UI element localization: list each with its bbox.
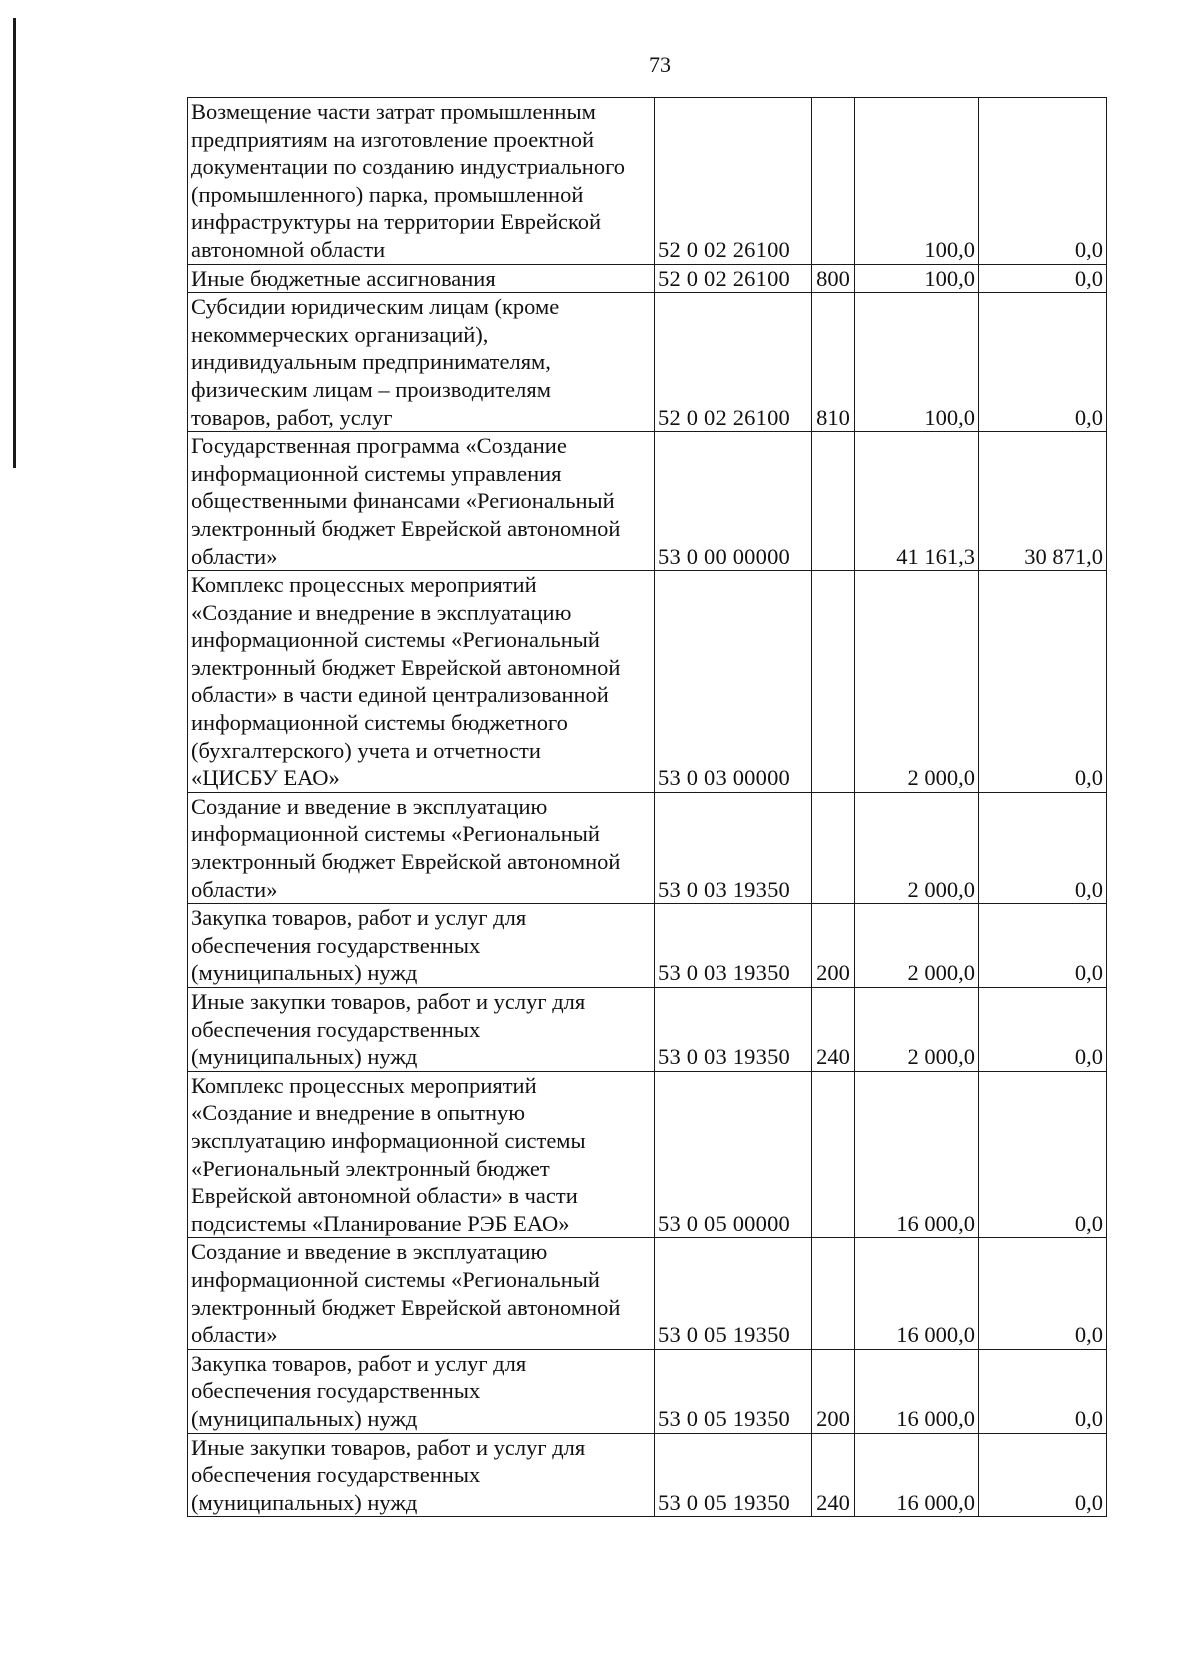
row-name-line: информационной системы «Региональный bbox=[191, 1266, 600, 1292]
expense-type-cell bbox=[812, 98, 855, 265]
row-name-line: индивидуальным предпринимателям, bbox=[191, 349, 551, 375]
scan-edge-line bbox=[13, 18, 16, 468]
row-name-line: автономной области bbox=[191, 236, 386, 262]
table-row bbox=[188, 988, 1107, 1072]
row-name-line: информационной системы «Региональный bbox=[191, 821, 600, 847]
amount-year2-cell: 0,0 bbox=[979, 264, 1107, 293]
row-name-line: (муниципальных) нужд bbox=[191, 1044, 418, 1070]
amount-year1-cell: 2 000,0 bbox=[855, 792, 979, 903]
table-row bbox=[188, 1238, 1107, 1349]
row-name-line: Создание и введение в эксплуатацию bbox=[191, 1239, 548, 1265]
row-name-cell bbox=[188, 432, 655, 571]
target-article-code-cell: 53 0 03 19350 bbox=[655, 792, 812, 903]
row-name-cell bbox=[188, 293, 655, 432]
row-name-line: «Региональный электронный бюджет bbox=[191, 1155, 550, 1181]
row-name-line: информационной системы управления bbox=[191, 460, 562, 486]
amount-year2-cell: 0,0 bbox=[979, 792, 1107, 903]
row-name-line: Возмещение части затрат промышленным bbox=[191, 99, 596, 124]
expense-type-cell: 240 bbox=[812, 1433, 855, 1517]
row-name-line: «Создание и внедрение в эксплуатацию bbox=[191, 599, 572, 625]
row-name-cell bbox=[188, 1349, 655, 1433]
row-name-line: информационной системы бюджетного bbox=[191, 710, 568, 736]
row-name-line: (промышленного) парка, промышленной bbox=[191, 181, 584, 207]
row-name-line: Закупка товаров, работ и услуг для bbox=[191, 905, 527, 931]
row-name-cell bbox=[188, 264, 655, 293]
amount-year2-cell: 0,0 bbox=[979, 988, 1107, 1072]
expense-type-cell bbox=[812, 432, 855, 571]
row-name-line: области» bbox=[191, 543, 278, 569]
row-name-line: «Создание и внедрение в опытную bbox=[191, 1100, 526, 1126]
row-name-line: Комплекс процессных мероприятий bbox=[191, 1072, 537, 1098]
row-name-line: документации по созданию индустриального bbox=[191, 154, 626, 180]
target-article-code-cell: 52 0 02 26100 bbox=[655, 98, 812, 265]
amount-year1-cell: 16 000,0 bbox=[855, 1071, 979, 1238]
table-row bbox=[188, 904, 1107, 988]
row-name-cell bbox=[188, 792, 655, 903]
row-name-line: Закупка товаров, работ и услуг для bbox=[191, 1350, 527, 1376]
row-name-line: электронный бюджет Еврейской автономной bbox=[191, 654, 621, 680]
row-name-cell bbox=[188, 98, 655, 265]
amount-year1-cell: 16 000,0 bbox=[855, 1433, 979, 1517]
row-name-cell bbox=[188, 571, 655, 793]
amount-year2-cell: 0,0 bbox=[979, 98, 1107, 265]
table-row bbox=[188, 571, 1107, 793]
amount-year2-cell: 0,0 bbox=[979, 904, 1107, 988]
expense-type-cell: 810 bbox=[812, 293, 855, 432]
table-row bbox=[188, 792, 1107, 903]
amount-year2-cell: 30 871,0 bbox=[979, 432, 1107, 571]
page-number: 73 bbox=[649, 52, 671, 77]
row-name-line: Иные бюджетные ассигнования bbox=[191, 265, 496, 291]
row-name-line: Государственная программа «Создание bbox=[191, 433, 567, 459]
expense-type-cell bbox=[812, 1071, 855, 1238]
amount-year1-cell: 100,0 bbox=[855, 264, 979, 293]
row-name-line: информационной системы «Региональный bbox=[191, 627, 600, 653]
target-article-code-cell: 53 0 05 00000 bbox=[655, 1071, 812, 1238]
row-name-cell bbox=[188, 988, 655, 1072]
row-name-line: Еврейской автономной области» в части bbox=[191, 1183, 578, 1209]
row-name-line: «ЦИСБУ ЕАО» bbox=[191, 765, 340, 791]
amount-year1-cell: 100,0 bbox=[855, 98, 979, 265]
row-name-line: Иные закупки товаров, работ и услуг для bbox=[191, 1434, 586, 1460]
row-name-cell bbox=[188, 1071, 655, 1238]
table-row bbox=[188, 432, 1107, 571]
amount-year1-cell: 100,0 bbox=[855, 293, 979, 432]
amount-year1-cell: 41 161,3 bbox=[855, 432, 979, 571]
amount-year1-cell: 2 000,0 bbox=[855, 571, 979, 793]
row-name-line: электронный бюджет Еврейской автономной bbox=[191, 1294, 621, 1320]
amount-year2-cell: 0,0 bbox=[979, 1071, 1107, 1238]
row-name-line: области» bbox=[191, 1322, 278, 1348]
target-article-code-cell: 53 0 00 00000 bbox=[655, 432, 812, 571]
amount-year1-cell: 2 000,0 bbox=[855, 904, 979, 988]
row-name-line: общественными финансами «Региональный bbox=[191, 488, 615, 514]
row-name-cell bbox=[188, 1238, 655, 1349]
row-name-line: некоммерческих организаций), bbox=[191, 321, 489, 347]
row-name-line: (муниципальных) нужд bbox=[191, 1489, 418, 1515]
amount-year2-cell: 0,0 bbox=[979, 571, 1107, 793]
table-row bbox=[188, 98, 1107, 265]
table-row bbox=[188, 1433, 1107, 1517]
target-article-code-cell: 53 0 05 19350 bbox=[655, 1238, 812, 1349]
target-article-code-cell: 53 0 05 19350 bbox=[655, 1433, 812, 1517]
expense-type-cell bbox=[812, 571, 855, 793]
row-name-line: области» в части единой централизованной bbox=[191, 682, 609, 708]
row-name-line: (бухгалтерского) учета и отчетности bbox=[191, 737, 541, 763]
amount-year1-cell: 16 000,0 bbox=[855, 1349, 979, 1433]
expense-type-cell: 240 bbox=[812, 988, 855, 1072]
row-name-line: физическим лицам – производителям bbox=[191, 376, 551, 402]
table-row bbox=[188, 293, 1107, 432]
amount-year1-cell: 16 000,0 bbox=[855, 1238, 979, 1349]
row-name-line: электронный бюджет Еврейской автономной bbox=[191, 515, 621, 541]
row-name-line: области» bbox=[191, 876, 278, 902]
row-name-line: (муниципальных) нужд bbox=[191, 960, 418, 986]
row-name-line: эксплуатацию информационной системы bbox=[191, 1127, 586, 1153]
target-article-code-cell: 53 0 03 19350 bbox=[655, 904, 812, 988]
row-name-line: Иные закупки товаров, работ и услуг для bbox=[191, 989, 586, 1014]
table-row bbox=[188, 264, 1107, 293]
row-name-cell bbox=[188, 1433, 655, 1517]
row-name-line: Комплекс процессных мероприятий bbox=[191, 572, 537, 598]
amount-year2-cell: 0,0 bbox=[979, 1238, 1107, 1349]
target-article-code-cell: 53 0 03 00000 bbox=[655, 571, 812, 793]
row-name-line: обеспечения государственных bbox=[191, 932, 481, 958]
row-name-line: подсистемы «Планирование РЭБ ЕАО» bbox=[191, 1210, 570, 1236]
target-article-code-cell: 52 0 02 26100 bbox=[655, 264, 812, 293]
amount-year2-cell: 0,0 bbox=[979, 1349, 1107, 1433]
expense-type-cell: 200 bbox=[812, 1349, 855, 1433]
row-name-line: инфраструктуры на территории Еврейской bbox=[191, 209, 602, 235]
expense-type-cell: 800 bbox=[812, 264, 855, 293]
amount-year2-cell: 0,0 bbox=[979, 293, 1107, 432]
row-name-line: Субсидии юридическим лицам (кроме bbox=[191, 294, 560, 320]
row-name-line: (муниципальных) нужд bbox=[191, 1405, 418, 1431]
target-article-code-cell: 52 0 02 26100 bbox=[655, 293, 812, 432]
amount-year1-cell: 2 000,0 bbox=[855, 988, 979, 1072]
row-name-line: обеспечения государственных bbox=[191, 1016, 481, 1042]
row-name-line: предприятиям на изготовление проектной bbox=[191, 126, 595, 152]
row-name-line: обеспечения государственных bbox=[191, 1462, 481, 1488]
row-name-line: Создание и введение в эксплуатацию bbox=[191, 793, 548, 819]
amount-year2-cell: 0,0 bbox=[979, 1433, 1107, 1517]
budget-table-body bbox=[188, 98, 1107, 1517]
row-name-line: обеспечения государственных bbox=[191, 1378, 481, 1404]
expense-type-cell bbox=[812, 1238, 855, 1349]
table-row bbox=[188, 1071, 1107, 1238]
row-name-cell bbox=[188, 904, 655, 988]
row-name-line: товаров, работ, услуг bbox=[191, 404, 393, 430]
row-name-line: электронный бюджет Еврейской автономной bbox=[191, 849, 621, 875]
target-article-code-cell: 53 0 03 19350 bbox=[655, 988, 812, 1072]
expense-type-cell: 200 bbox=[812, 904, 855, 988]
expense-type-cell bbox=[812, 792, 855, 903]
target-article-code-cell: 53 0 05 19350 bbox=[655, 1349, 812, 1433]
budget-table bbox=[187, 97, 1107, 1517]
table-row bbox=[188, 1349, 1107, 1433]
